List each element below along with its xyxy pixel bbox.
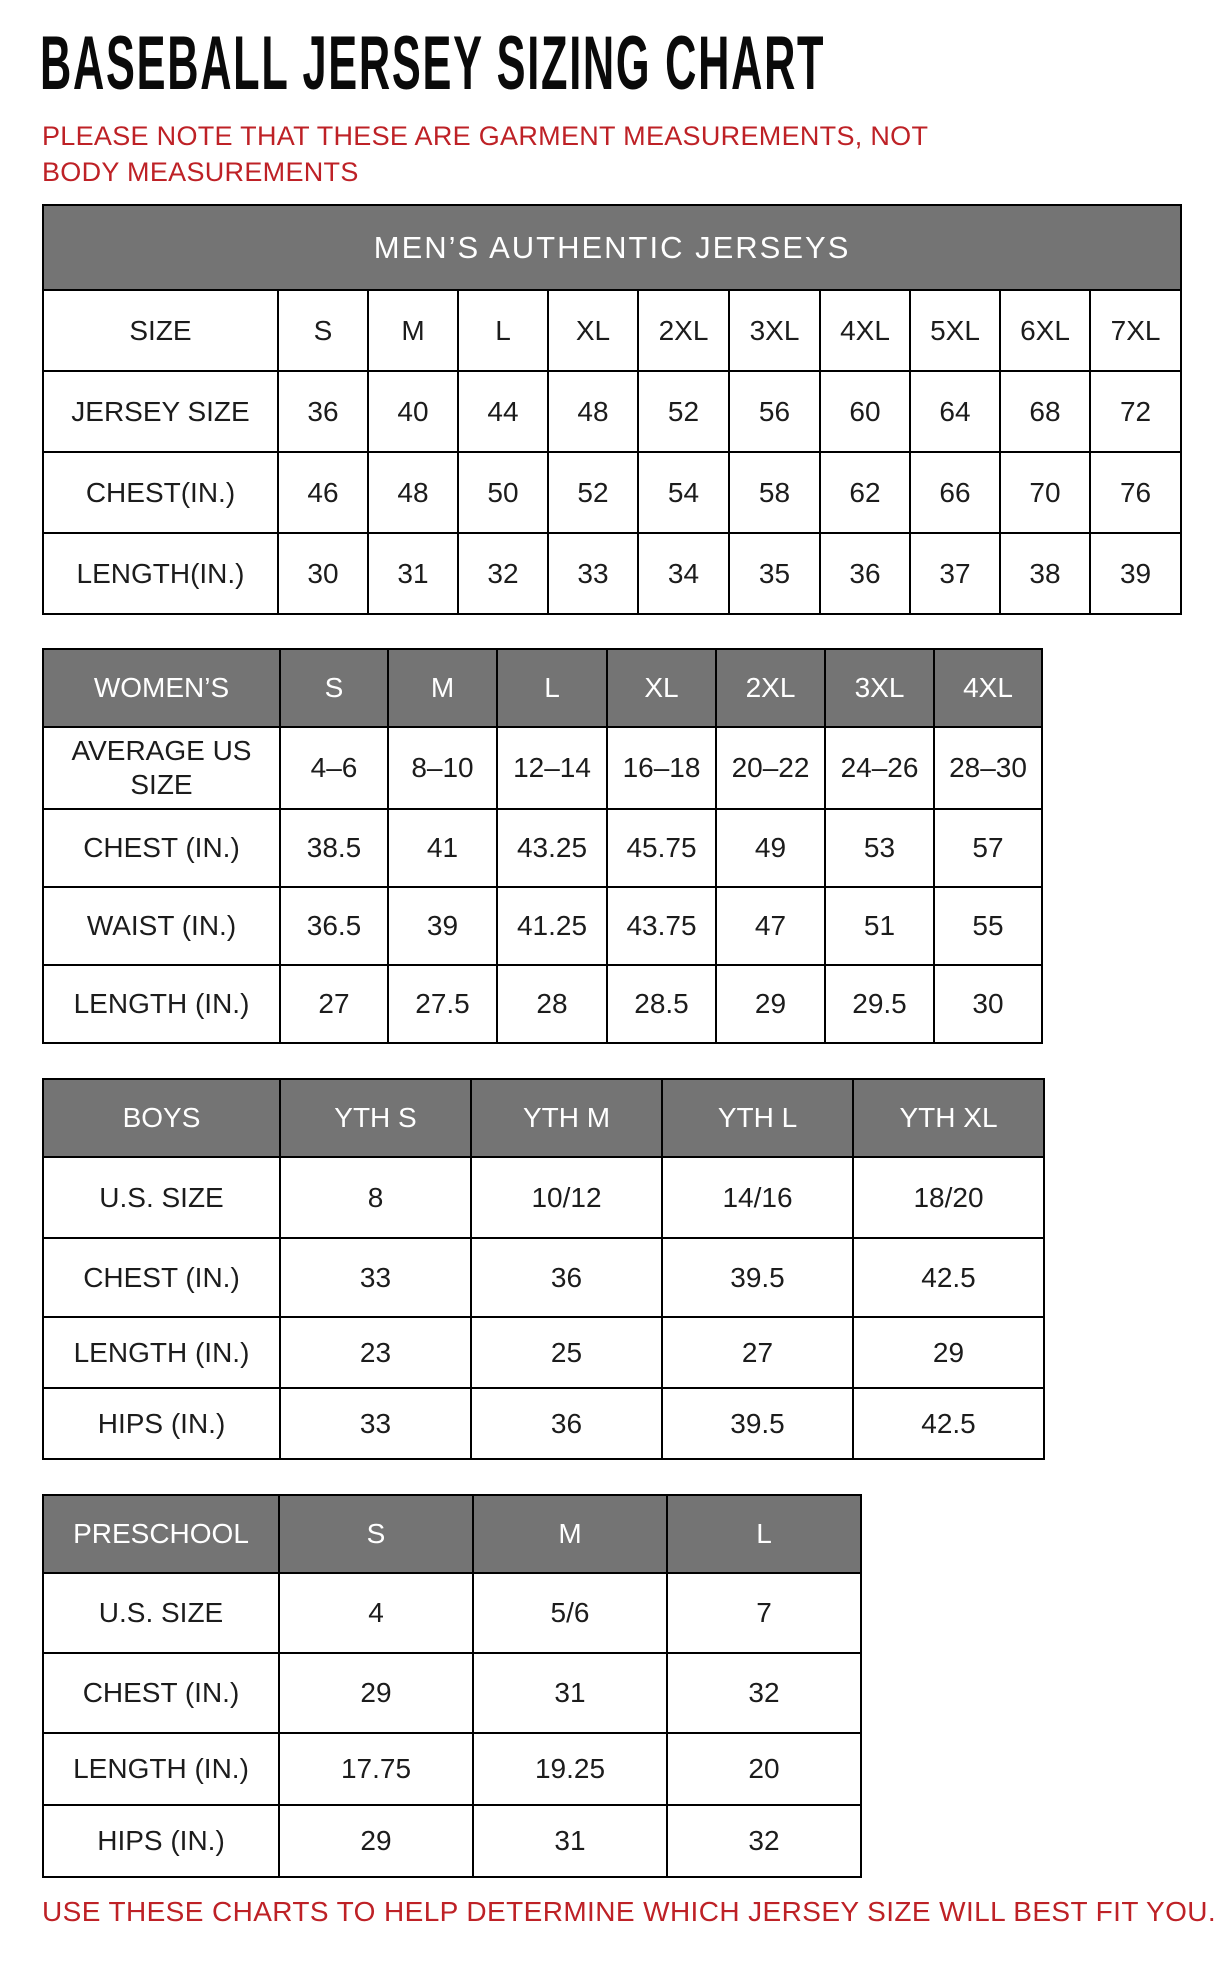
table-row xyxy=(43,533,1181,614)
table-cell: 5XL xyxy=(910,290,1000,371)
table-cell: 33 xyxy=(548,533,638,614)
size-header-cell: 4XL xyxy=(934,649,1042,727)
table-cell: 29 xyxy=(716,965,825,1043)
size-header-cell: YTH S xyxy=(280,1079,471,1157)
table-cell: 27.5 xyxy=(388,965,497,1043)
table-cell: 32 xyxy=(667,1805,861,1877)
table-row xyxy=(43,1317,1044,1388)
table-cell: 58 xyxy=(729,452,820,533)
table-cell: S xyxy=(278,290,368,371)
table-row xyxy=(43,727,1042,809)
table-cell: 52 xyxy=(638,371,729,452)
page-title-text: BASEBALL JERSEY SIZING CHART xyxy=(40,21,826,106)
table-cell: 48 xyxy=(548,371,638,452)
table-cell: 56 xyxy=(729,371,820,452)
table-cell: 38 xyxy=(1000,533,1090,614)
table-row xyxy=(43,371,1181,452)
mens-table xyxy=(42,204,1182,615)
table-cell: 28–30 xyxy=(934,727,1042,809)
size-header-cell: 2XL xyxy=(716,649,825,727)
boys-table xyxy=(42,1078,1045,1460)
table-row xyxy=(43,809,1042,887)
table-cell: 51 xyxy=(825,887,934,965)
table-cell: 53 xyxy=(825,809,934,887)
table-row xyxy=(43,1157,1044,1238)
table-cell: 23 xyxy=(280,1317,471,1388)
table-cell: 19.25 xyxy=(473,1733,667,1805)
womens-table xyxy=(42,648,1043,1044)
size-header-cell: S xyxy=(279,1495,473,1573)
table-cell: 39.5 xyxy=(662,1238,853,1317)
table-cell: 18/20 xyxy=(853,1157,1044,1238)
table-cell: 28.5 xyxy=(607,965,716,1043)
table-cell: 2XL xyxy=(638,290,729,371)
table-cell: 36 xyxy=(278,371,368,452)
table-cell: 4XL xyxy=(820,290,910,371)
table-cell: 40 xyxy=(368,371,458,452)
table-row xyxy=(43,1733,861,1805)
table-cell: 7 xyxy=(667,1573,861,1653)
table-cell: 39 xyxy=(1090,533,1181,614)
size-header-cell: M xyxy=(388,649,497,727)
table-cell: 31 xyxy=(473,1653,667,1733)
row-label: LENGTH (IN.) xyxy=(43,1317,280,1388)
preschool-table xyxy=(42,1494,862,1878)
table-cell: 29.5 xyxy=(825,965,934,1043)
table-cell: 28 xyxy=(497,965,607,1043)
table-cell: 16–18 xyxy=(607,727,716,809)
row-label: CHEST (IN.) xyxy=(43,1653,279,1733)
boys-header-row xyxy=(43,1079,1044,1157)
size-header-cell: YTH XL xyxy=(853,1079,1044,1157)
table-cell: 76 xyxy=(1090,452,1181,533)
mens-banner-row xyxy=(43,205,1181,290)
table-cell: 36 xyxy=(471,1388,662,1459)
size-header-cell: XL xyxy=(607,649,716,727)
table-cell: 24–26 xyxy=(825,727,934,809)
table-cell: 8 xyxy=(280,1157,471,1238)
table-cell: 14/16 xyxy=(662,1157,853,1238)
row-label: WAIST (IN.) xyxy=(43,887,280,965)
boys-header-label: BOYS xyxy=(43,1079,280,1157)
table-cell: 33 xyxy=(280,1238,471,1317)
table-cell: XL xyxy=(548,290,638,371)
table-cell: 8–10 xyxy=(388,727,497,809)
table-cell: 46 xyxy=(278,452,368,533)
table-row xyxy=(43,1653,861,1733)
table-cell: 6XL xyxy=(1000,290,1090,371)
table-cell: 39.5 xyxy=(662,1388,853,1459)
table-cell: 4–6 xyxy=(280,727,388,809)
table-row xyxy=(43,1573,861,1653)
page-title xyxy=(40,20,1220,108)
table-cell: 60 xyxy=(820,371,910,452)
table-cell: 29 xyxy=(853,1317,1044,1388)
table-cell: 31 xyxy=(473,1805,667,1877)
table-cell: 55 xyxy=(934,887,1042,965)
table-cell: 25 xyxy=(471,1317,662,1388)
table-cell: 38.5 xyxy=(280,809,388,887)
table-cell: 47 xyxy=(716,887,825,965)
table-cell: 57 xyxy=(934,809,1042,887)
table-cell: 62 xyxy=(820,452,910,533)
table-cell: 34 xyxy=(638,533,729,614)
table-cell: 5/6 xyxy=(473,1573,667,1653)
size-header-cell: YTH L xyxy=(662,1079,853,1157)
row-label: LENGTH(IN.) xyxy=(43,533,278,614)
table-cell: 33 xyxy=(280,1388,471,1459)
row-label: JERSEY SIZE xyxy=(43,371,278,452)
size-header-cell: M xyxy=(473,1495,667,1573)
table-cell: 30 xyxy=(934,965,1042,1043)
table-cell: 72 xyxy=(1090,371,1181,452)
table-cell: 50 xyxy=(458,452,548,533)
table-cell: 29 xyxy=(279,1653,473,1733)
row-label: CHEST (IN.) xyxy=(43,1238,280,1317)
table-row xyxy=(43,1238,1044,1317)
table-cell: 41 xyxy=(388,809,497,887)
table-cell: 43.75 xyxy=(607,887,716,965)
table-row xyxy=(43,290,1181,371)
table-cell: 20 xyxy=(667,1733,861,1805)
table-cell: 52 xyxy=(548,452,638,533)
size-header-cell: L xyxy=(667,1495,861,1573)
table-cell: 68 xyxy=(1000,371,1090,452)
womens-header-label: WOMEN’S xyxy=(43,649,280,727)
table-cell: 43.25 xyxy=(497,809,607,887)
row-label: CHEST(IN.) xyxy=(43,452,278,533)
size-header-cell: L xyxy=(497,649,607,727)
table-cell: 44 xyxy=(458,371,548,452)
table-cell: 12–14 xyxy=(497,727,607,809)
table-row xyxy=(43,452,1181,533)
table-cell: 10/12 xyxy=(471,1157,662,1238)
table-cell: 35 xyxy=(729,533,820,614)
table-row xyxy=(43,965,1042,1043)
table-row xyxy=(43,1805,861,1877)
table-cell: 27 xyxy=(280,965,388,1043)
table-cell: 36.5 xyxy=(280,887,388,965)
table-cell: 45.75 xyxy=(607,809,716,887)
row-label: LENGTH (IN.) xyxy=(43,1733,279,1805)
table-cell: 17.75 xyxy=(279,1733,473,1805)
table-cell: 64 xyxy=(910,371,1000,452)
table-cell: L xyxy=(458,290,548,371)
row-label: U.S. SIZE xyxy=(43,1573,279,1653)
row-label: HIPS (IN.) xyxy=(43,1805,279,1877)
table-cell: M xyxy=(368,290,458,371)
table-cell: 37 xyxy=(910,533,1000,614)
row-label: CHEST (IN.) xyxy=(43,809,280,887)
mens-table-banner: MEN’S AUTHENTIC JERSEYS xyxy=(43,205,1181,290)
size-header-cell: 3XL xyxy=(825,649,934,727)
garment-note: PLEASE NOTE THAT THESE ARE GARMENT MEASUREMENTS, NOT BODY MEASUREMENTS xyxy=(42,121,928,187)
table-cell: 31 xyxy=(368,533,458,614)
table-cell: 27 xyxy=(662,1317,853,1388)
table-cell: 20–22 xyxy=(716,727,825,809)
table-cell: 49 xyxy=(716,809,825,887)
table-cell: 42.5 xyxy=(853,1238,1044,1317)
table-row xyxy=(43,887,1042,965)
womens-header-row xyxy=(43,649,1042,727)
table-cell: 29 xyxy=(279,1805,473,1877)
preschool-header-label: PRESCHOOL xyxy=(43,1495,279,1573)
row-label: LENGTH (IN.) xyxy=(43,965,280,1043)
table-cell: 32 xyxy=(667,1653,861,1733)
table-cell: 70 xyxy=(1000,452,1090,533)
table-cell: 4 xyxy=(279,1573,473,1653)
table-cell: 30 xyxy=(278,533,368,614)
table-cell: 3XL xyxy=(729,290,820,371)
table-row xyxy=(43,1388,1044,1459)
table-cell: 48 xyxy=(368,452,458,533)
table-cell: 42.5 xyxy=(853,1388,1044,1459)
table-cell: 39 xyxy=(388,887,497,965)
row-label: AVERAGE US SIZE xyxy=(43,727,280,809)
table-cell: 41.25 xyxy=(497,887,607,965)
table-cell: 32 xyxy=(458,533,548,614)
row-label: U.S. SIZE xyxy=(43,1157,280,1238)
table-cell: 36 xyxy=(820,533,910,614)
table-cell: 7XL xyxy=(1090,290,1181,371)
footer-note: USE THESE CHARTS TO HELP DETERMINE WHICH JERSEY SIZE WILL BEST FIT YOU. xyxy=(42,1896,1217,1927)
size-header-cell: S xyxy=(280,649,388,727)
table-cell: 54 xyxy=(638,452,729,533)
table-cell: 36 xyxy=(471,1238,662,1317)
table-cell: 66 xyxy=(910,452,1000,533)
preschool-header-row xyxy=(43,1495,861,1573)
size-header-cell: YTH M xyxy=(471,1079,662,1157)
row-label: SIZE xyxy=(43,290,278,371)
row-label: HIPS (IN.) xyxy=(43,1388,280,1459)
